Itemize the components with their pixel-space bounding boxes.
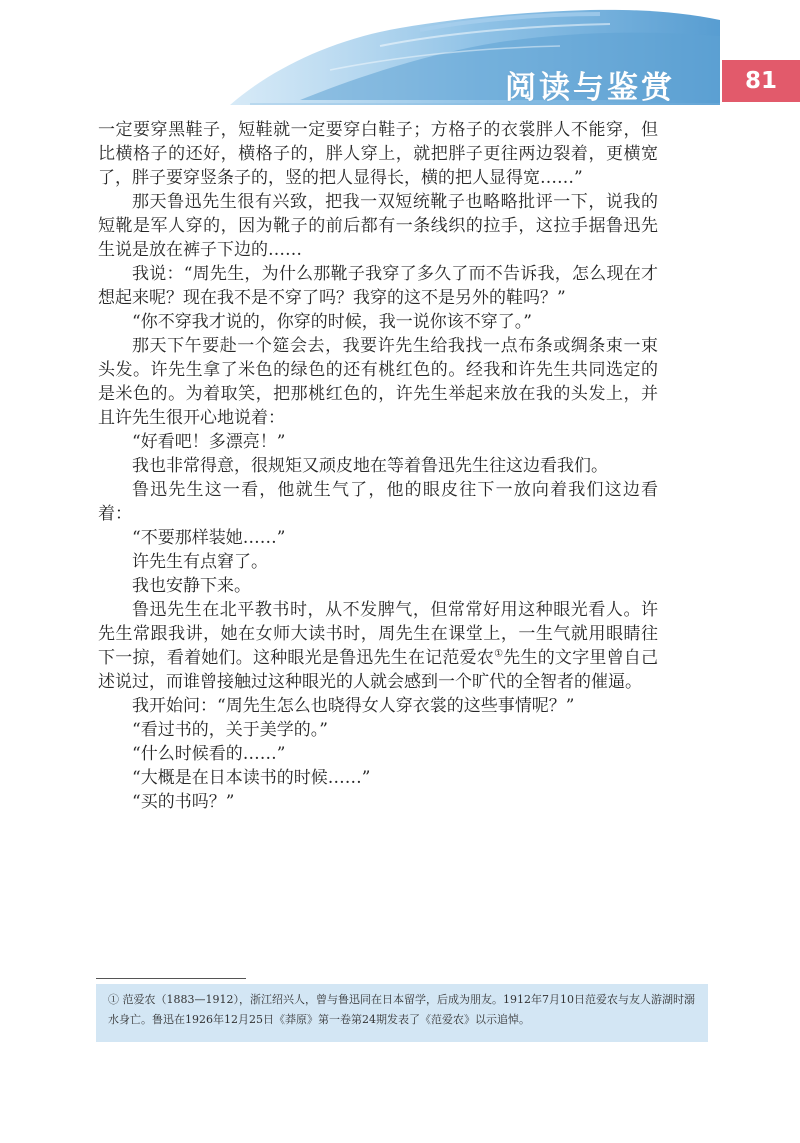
paragraph: 那天鲁迅先生很有兴致，把我一双短统靴子也略略批评一下，说我的短靴是军人穿的，因为靴子的前后都有一条线织的拉手，这拉手据鲁迅先生说是放在裤子下边的……: [98, 192, 658, 260]
paragraph: “你不穿我才说的，你穿的时候，我一说你该不穿了。”: [132, 312, 532, 332]
paragraph: “买的书吗？”: [132, 792, 235, 812]
paragraph-with-footnote: [98, 598, 658, 694]
paragraph: “什么时候看的……”: [132, 744, 286, 764]
paragraph: 那天下午要赴一个筵会去，我要许先生给我找一点布条或绸条束一束头发。许先生拿了米色的绿色的还有桃红色的。经我和许先生共同选定的是米色的。为着取笑，把那桃红色的，许先生举起来放在我的头发上，并且许先生很开心地说着：: [98, 336, 658, 428]
footnote-divider: [96, 978, 246, 979]
paragraph: “好看吧！多漂亮！”: [132, 432, 286, 452]
footnote-marker: ①: [494, 648, 504, 660]
article-body: [98, 118, 658, 814]
paragraph: 鲁迅先生这一看，他就生气了，他的眼皮往下一放向着我们这边看着：: [98, 480, 658, 524]
paragraph-text: 鲁迅先生在北平教书时，从不发脾气，但常常好用这种眼光看人。许先生常跟我讲，她在女师大读书时，周先生在课堂上，一生气就用眼睛往下一掠，看着她们。这种眼光是鲁迅先生在记范爱农: [98, 600, 658, 668]
section-title: 阅读与鉴赏: [505, 70, 675, 106]
paragraph: 我也非常得意，很规矩又顽皮地在等着鲁迅先生往这边看我们。: [132, 456, 608, 476]
page-number: 81: [722, 60, 800, 102]
paragraph: 我说：“周先生，为什么那靴子我穿了多久了而不告诉我，怎么现在才想起来呢？现在我不是不穿了吗？我穿的这不是另外的鞋吗？”: [98, 264, 658, 308]
paragraph-text: 先生的文字里曾自己述说过，而谁曾接触过这种眼光的人就会感到一个旷代的全智者的催逼。: [98, 648, 659, 692]
paragraph: 一定要穿黑鞋子，短鞋就一定要穿白鞋子；方格子的衣裳胖人不能穿，但比横格子的还好，横格子的，胖人穿上，就把胖子更往两边裂着，更横宽了，胖子要穿竖条子的，竖的把人显得长，横的把人显得宽……”: [98, 120, 658, 188]
header-brush-decoration: [0, 0, 800, 115]
paragraph: 许先生有点窘了。: [132, 552, 268, 572]
paragraph: 我开始问：“周先生怎么也晓得女人穿衣裳的这些事情呢？”: [132, 696, 575, 716]
paragraph: “大概是在日本读书的时候……”: [132, 768, 371, 788]
footnote: [96, 984, 708, 1042]
paragraph: “不要那样装她……”: [132, 528, 286, 548]
paragraph: 我也安静下来。: [132, 576, 251, 596]
paragraph: “看过书的，关于美学的。”: [132, 720, 328, 740]
footnote-text: ① 范爱农（1883—1912），浙江绍兴人，曾与鲁迅同在日本留学，后成为朋友。1912年7月10日范爱农与友人游湖时溺水身亡。鲁迅在1926年12月25日《莽原》第一卷第24期发表了《范爱农》以示追悼。: [108, 993, 695, 1026]
